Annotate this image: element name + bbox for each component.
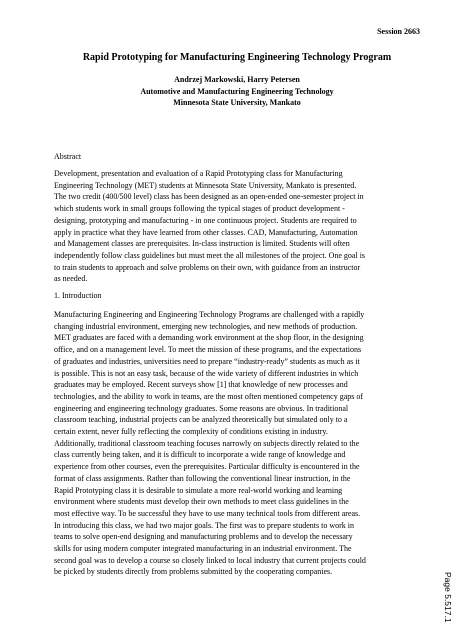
text-line: Engineering Technology (MET) students at Minnesota State University, Mankato is presented. (54, 180, 357, 190)
session-label: Session 2663 (377, 27, 420, 36)
text-line: In introducing this class, we had two major goals. The first was to prepare students to work in (54, 520, 355, 530)
author-block (0, 74, 474, 109)
page-number: Page 5.517.1 (443, 572, 453, 623)
text-line: changing industrial environment, emerging new technologies, and new methods of production. (54, 321, 358, 331)
text-line: graduates may be employed. Recent surveys show [1] that knowledge of new processes and (54, 380, 348, 390)
text-line: experience from other courses, even the prerequisites. Particular difficulty is encountered in the (54, 462, 360, 472)
text-line: The two credit (400/500 level) class has been designed as an open-ended one-semester project in (54, 192, 364, 202)
text-line: designing, prototyping and manufacturing - in one continuous project. Students are required to (54, 215, 357, 225)
text-line: most effective way. To be successful they have to use many technical tools from different areas. (54, 508, 361, 518)
text-line: class currently being taken, and it is difficult to incorporate a wide range of knowledge and (54, 450, 346, 460)
text-line: be picked by students directly from problems submitted by the cooperating companies. (54, 567, 333, 577)
text-line: and Management classes are prerequisites. In-class instruction is limited. Students will often (54, 239, 350, 249)
author-department: Automotive and Manufacturing Engineering Technology (140, 86, 334, 96)
text-line: format of class assignments. Rather than following the conventional linear instruction, in the (54, 473, 351, 483)
introduction-paragraph (54, 309, 432, 578)
text-line: classroom teaching, industrial projects can be analyzed theoretically but simulated only to a (54, 415, 348, 425)
text-line: teams to solve open-end designing and manufacturing problems and to develop the necessary (54, 532, 353, 542)
text-line: Rapid Prototyping class it is desirable to simulate a more real-world working and learning (54, 485, 343, 495)
text-line: independently follow class guidelines but must meet the all milestones of the project. One goal is (54, 250, 366, 260)
text-line: Development, presentation and evaluation of a Rapid Prototyping class for Manufacturing (54, 169, 343, 178)
text-line: which students work in small groups following the typical stages of product development - (54, 204, 345, 214)
text-line: Manufacturing Engineering and Engineering Technology Programs are challenged with a rapidly (54, 310, 365, 319)
abstract-paragraph (54, 168, 432, 285)
author-affiliation: Minnesota State University, Mankato (173, 98, 301, 107)
abstract-heading: Abstract (54, 152, 82, 161)
text-line: MET graduates are faced with a demanding work environment at the shop floor, in the designing (54, 333, 364, 343)
text-line: skills for using modern computer integrated manufacturing in an industrial environment. The (54, 544, 352, 554)
text-line: certain extent, never fully reflecting the complexity of conditions existing in industry. (54, 427, 328, 437)
text-line: apply in practice what they have learned from other classes. CAD, Manufacturing, Automation (54, 227, 358, 237)
text-line: office, and on a management level. To meet the mission of these programs, and the expectations (54, 345, 362, 355)
text-line: to train students to approach and solve problems on their own, with guidance from an instructor (54, 262, 361, 272)
text-line: as needed. (54, 274, 88, 284)
author-names: Andrzej Markowski, Harry Petersen (174, 75, 300, 84)
introduction-heading: 1. Introduction (54, 291, 102, 300)
text-line: technologies, and the ability to work in teams, are the most often mentioned competency gaps of (54, 391, 364, 401)
text-line: second goal was to develop a course so closely linked to local industry that current projects could (54, 555, 366, 565)
text-line: Additionally, traditional classroom teaching focuses narrowly on subjects directly related to the (54, 438, 360, 448)
text-line: engineering and engineering technology graduates. Some reasons are obvious. In traditional (54, 403, 349, 413)
text-line: environment where students must develop their own methods to meet class guidelines in the (54, 497, 349, 507)
text-line: of graduates and industries, universities need to prepare “industry-ready” students as much as it (54, 356, 360, 366)
paper-title: Rapid Prototyping for Manufacturing Engineering Technology Program (82, 52, 392, 63)
text-line: is possible. This is not an easy task, because of the wide variety of different industries in which (54, 368, 359, 378)
